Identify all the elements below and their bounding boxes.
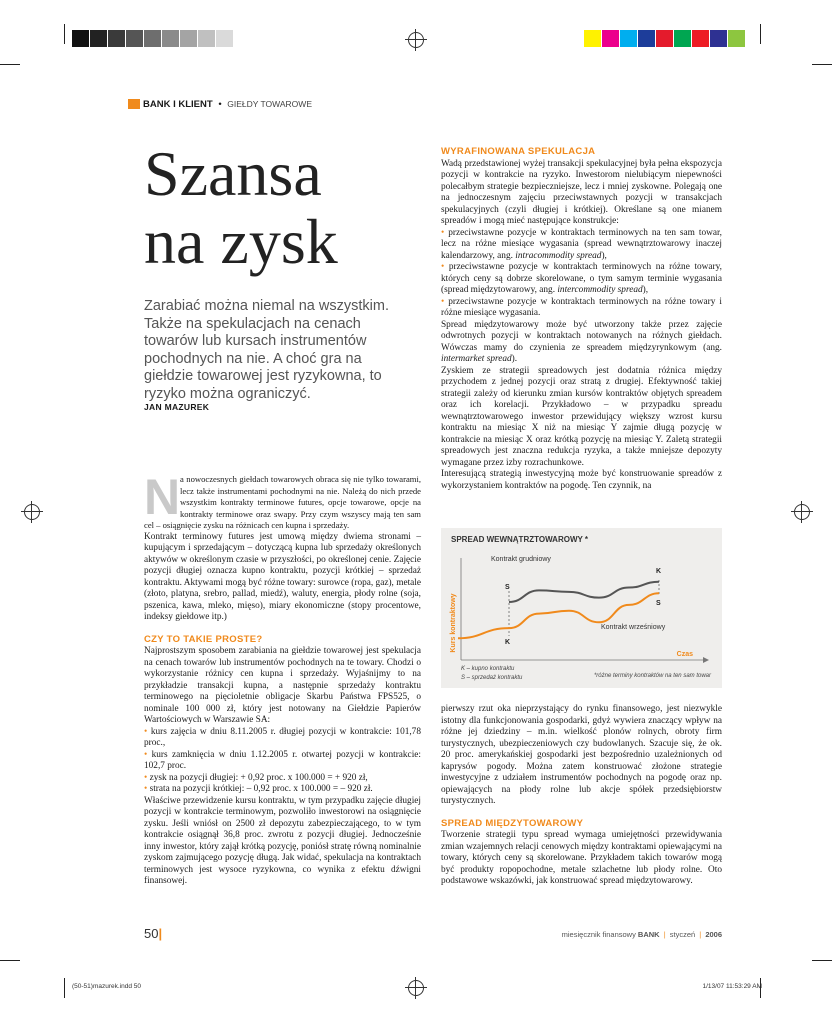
color-swatch	[710, 30, 727, 47]
color-swatch	[728, 30, 745, 47]
x-axis-label: Czas	[676, 651, 693, 658]
series-label-grudniowy	[491, 556, 551, 563]
crop-mark	[760, 24, 761, 44]
gray-swatch	[144, 30, 161, 47]
bullet-text: przeciwstawne pozycje w kontraktach terminowych na różne towary, których ceny są dobrze skorelowane, o tym samym terminie wygasania (spread międzytowarowy, ang.	[441, 262, 722, 295]
bullet-text: przeciwstawne pozycje w kontraktach terminowych na różne towary i różne miesiące wygasania.	[441, 296, 722, 318]
separator-bullet: •	[218, 99, 222, 110]
registration-mark	[408, 32, 424, 48]
annotation-s: S	[505, 584, 510, 591]
body-paragraph: Wadą przedstawionej wyżej transakcji spekulacyjnej była pełna ekspozycja pozycji w kontrakcie na ryzyko. Inwestorom nielubiącym niepewności polecałbym strategie bezpieczniejsze, lecz i mniej zyskowne. Polegają one na jednoczesnym zajęciu przeciwstawnych pozycji w transakcjach spekulacyjnych (czyli długiej i krótkiej). Określane są one mianem spreadów i mogą mieć następujące konstrukcje:	[441, 158, 722, 226]
body-paragraph: Tworzenie strategii typu spread wymaga umiejętności przewidywania zmian wzajemnych relacji cenowych między kontraktami opiewającymi na towary, których ceny są skorelowane. Przykładem takich towarów mogą być produkty ropopochodne, metale szlachetne lub płody rolne. Oto podstawowe wskazówki, jak konstruować spread międzytowarowy.	[441, 830, 722, 886]
page-number-bar: |	[158, 926, 163, 941]
magazine-name: BANK	[637, 930, 660, 939]
gray-swatch	[108, 30, 125, 47]
registration-mark	[24, 504, 40, 520]
section-header	[143, 99, 312, 110]
drop-cap: N	[144, 469, 181, 525]
chart-title: SPREAD WEWNĄTRZTOWAROWY *	[451, 535, 589, 544]
footer-separator: |	[663, 930, 666, 939]
section-heading: SPREAD MIĘDZYTOWAROWY	[441, 817, 584, 829]
body-paragraph: Kontrakt terminowy futures jest umową między dwiema stronami – kupującym i sprzedającym – dotyczącą kupna lub sprzedaży określonych aktywów w określonym czasie w przyszłości, po określonej cenie. Zajęcie pozycji długiej oznacza kupno kontraktu, pozycji krótkiej – sprzedaż kontraktu. Aktywami mogą być różne towary: surowce (ropa, gaz), metale (złoto, platyna, srebro, pallad, miedź), waluty, energia, płody rolne (soja, pszenica, kawa, mleko, mięso), miary ekonomiczne (stopy procentowe, indeksy giełdowe itp.)	[144, 531, 421, 622]
section-heading: WYRAFINOWANA SPEKULACJA	[441, 146, 596, 157]
registration-mark	[794, 504, 810, 520]
gray-swatch	[216, 30, 233, 47]
section-heading: CZY TO TAKIE PROSTE?	[144, 633, 263, 645]
issue-month: styczeń	[669, 930, 696, 939]
crop-mark	[0, 64, 20, 65]
gray-swatch	[198, 30, 215, 47]
body-text: ).	[511, 354, 518, 364]
chart-footnote: *różne terminy kontraktów na ten sam towar	[593, 673, 711, 679]
color-swatch	[674, 30, 691, 47]
page-title	[144, 140, 338, 276]
color-swatch	[656, 30, 673, 47]
term-italic: intermarket spread	[441, 354, 512, 364]
crop-mark	[64, 978, 65, 998]
bullet-text: kurs zamknięcia w dniu 1.12.2005 r. otwartej pozycji w kontrakcie: 102,7 proc.	[144, 749, 421, 771]
body-paragraph: Zyskiem ze strategii spreadowych jest dodatnia różnica między przychodem z jednej pozycji oraz stratą z drugiej. Efektywność takiej strategii zależy od kierunku zmian kursów kontraktów objętych spreadem oraz ich korelacji. Przykładowo – w przypadku spreadu wewnątrztowarowego inwestor przewidujący większy wzrost kursu kontraktu na miesiąc X niż na miesiąc Y zajmie długą pozycję w kontrakcie na miesiąc X oraz krótką pozycję na miesiąc Y. Zaletą strategii spreadowych jest znaczna redukcja ryzyka, a także mniejsze depozyty wymagane przez izby rozrachunkowe.	[441, 365, 722, 468]
series-label-wrzesniowy: Kontrakt wrześniowy	[601, 624, 666, 631]
page-number-text: 50	[144, 926, 159, 941]
footer-separator: |	[699, 930, 702, 939]
title-line: Szansa	[144, 138, 322, 209]
gray-swatch	[162, 30, 179, 47]
crop-mark	[812, 960, 832, 961]
color-swatch	[638, 30, 655, 47]
crop-mark	[64, 24, 65, 44]
annotation-k: K	[656, 568, 662, 575]
term-italic: intercommodity spread	[557, 285, 643, 295]
spread-chart	[441, 528, 722, 688]
body-paragraph: Interesującą strategią inwestycyjną może być konstruowanie spreadów z wykorzystaniem kontraktów na pogodę. Ten czynnik, na	[441, 469, 722, 491]
bullet-text: przeciwstawne pozycje w kontraktach terminowych na ten sam towar, lecz na różne miesiące wygasania (spread wewnątrztowarowy inaczej kalendarzowy, ang.	[441, 227, 722, 261]
gray-swatch	[126, 30, 143, 47]
bullet-text: zysk na pozycji długiej: + 0,92 proc. x 100.000 = + 920 zł,	[149, 772, 368, 783]
lead-paragraph: Zarabiać można niemal na wszystkim. Także na spekulacjach na cenach towarów lub kursach instrumentów pochodnych na nie. A choć gra na giełdzie towarowej jest ryzykowna, to ryzyko można ograniczyć.	[144, 298, 389, 402]
color-swatch	[692, 30, 709, 47]
registration-mark	[408, 980, 424, 996]
slug-timestamp: 1/13/07 11:53:29 AM	[702, 983, 762, 990]
bullet-text: strata na pozycji krótkiej: – 0,92 proc. x 100.000 = – 920 zł.	[149, 784, 373, 794]
gray-swatch	[72, 30, 89, 47]
title-line: na zysk	[144, 206, 338, 277]
footer-magazine	[562, 930, 722, 939]
body-paragraph	[441, 320, 722, 366]
body-paragraph: Właściwe przewidzenie kursu kontraktu, w tym przypadku zajęcie długiej pozycji w kontrakcie terminowym, pozwoliło inwestorowi na osiągnięcie zysku. Jeśli wniósł on 2500 zł depozytu zabezpieczającego, to w tym kontrakcie osiągnął 36,8 proc. zwrotu z pozycji długiej. Jednocześnie inny inwestor, który zajął krótką pozycję, poniósł stratę równą nominalnie zyskom zajmującego pozycję długą. Jak widać, spekulacja na kontraktach terminowych jest wysoce ryzykowna, co wynika z efektu dźwigni finansowej.	[144, 795, 421, 886]
subsection-label: GIEŁDY TOWAROWE	[227, 99, 312, 109]
annotation-s: S	[656, 600, 661, 607]
bullet-item: • strata na pozycji krótkiej: – 0,92 proc. x 100.000 = – 920 zł.	[144, 784, 373, 794]
crop-mark	[0, 960, 20, 961]
legend-note: S – sprzedaż kontraktu	[461, 675, 523, 681]
body-paragraph: pierwszy rzut oka nieprzystający do rynku finansowego, jest niezwykle istotny dla funkcjonowania gospodarki, gdyż wywiera znaczący wpływ na różne jej dziedziny – m.in. wielkość plonów rolnych, obroty firm turystycznych, ubezpieczeniowych czy budowlanych. Szacuje się, że ok. 20 proc. amerykańskiej gospodarki jest bezpośrednio uzależnionych od kaprysów pogody. Można zatem konstruować złożone strategie inwestycyjne z udziałem instrumentów pochodnych na pogodę oraz np. opiewających na płody rolne lub akcje spółek przedsiębiorstw turystycznych.	[441, 704, 722, 806]
body-text: Spread międzytowarowy może być utworzony także przez zajęcie odwrotnych pozycji w kontraktach notowanych na różnych giełdach. Wówczas mamy do czynienia ze spreadem międzyrynkowym (ang.	[441, 319, 722, 353]
series-name: Kontrakt grudniowy	[491, 556, 551, 563]
crop-mark	[812, 64, 832, 65]
page-number	[144, 926, 162, 941]
chart-svg	[441, 528, 722, 688]
color-swatch	[602, 30, 619, 47]
intro-paragraph: a nowoczesnych giełdach towarowych obraca się nie tylko towarami, lecz także instrumentami pochodnymi na nie. Należą do nich przede wszystkim kontrakty terminowe futures, opcje towarowe, opcje na kontrakty terminowe oraz swapy. Przy czym wszyscy mają ten sam cel – osiągnięcie zysku na różnicach cen kupna i sprzedaży.	[144, 474, 421, 530]
annotation-k: K	[505, 639, 511, 646]
legend-note: K – kupno kontraktu	[461, 666, 515, 672]
chart-background	[441, 528, 722, 688]
bullet-item: • przeciwstawne pozycje w kontraktach terminowych na różne towary, których ceny są dobrze skorelowane, o tym samym terminie wygasania (spread międzytowarowy, ang. intercommodity spread),	[441, 262, 722, 295]
gray-swatch	[180, 30, 197, 47]
gray-swatch	[90, 30, 107, 47]
header-marker	[128, 99, 140, 109]
section-label: BANK I KLIENT	[143, 99, 213, 110]
right-column-top	[441, 146, 722, 492]
bullet-item: • przeciwstawne pozycje w kontraktach terminowych na różne towary i różne miesiące wygasania.	[441, 296, 722, 318]
slug-file: (50-51)mazurek.indd 50	[72, 983, 142, 990]
bullet-item: • przeciwstawne pozycje w kontraktach terminowych na ten sam towar, lecz na różne miesiące wygasania (spread wewnątrztowarowy inaczej kalendarzowy, ang. intracommodity spread),	[441, 227, 722, 261]
author-name: JAN MAZUREK	[144, 402, 210, 412]
bullet-text: kurs zajęcia w dniu 8.11.2005 r. długiej pozycji w kontrakcie: 101,78 proc.,	[144, 726, 421, 748]
bullet-text: ),	[601, 250, 607, 261]
issue-year: 2006	[705, 930, 722, 939]
left-column	[144, 469, 421, 888]
y-axis-label: Kurs kontraktowy	[450, 593, 457, 653]
bullet-item: • zysk na pozycji długiej: + 0,92 proc. x 100.000 = + 920 zł,	[144, 772, 368, 783]
term-italic: intracommodity spread	[515, 250, 602, 261]
color-swatch	[584, 30, 601, 47]
bullet-item: • kurs zamknięcia w dniu 1.12.2005 r. otwartej pozycji w kontrakcie: 102,7 proc.	[144, 749, 421, 771]
color-swatch	[620, 30, 637, 47]
bullet-text: ),	[642, 285, 649, 295]
body-paragraph: Najprostszym sposobem zarabiania na giełdzie towarowej jest spekulacja na cenach towarów lub instrumentów pochodnych na te towary. Chodzi o wykorzystanie różnicy cen kupna i sprzedaży. Wyjaśnijmy to na przykładzie transakcji kupna, a następnie sprzedaży kontraktu terminowego na pięcioletnie obligacje Skarbu Państwa FPS525, o nominale 100 000 zł, który jest notowany na Giełdzie Papierów Wartościowych w Warszawie SA:	[144, 646, 421, 725]
magazine-label: miesięcznik finansowy	[561, 930, 638, 939]
right-column-bottom	[441, 704, 722, 888]
bullet-item: • kurs zajęcia w dniu 8.11.2005 r. długiej pozycji w kontrakcie: 101,78 proc.,	[144, 726, 421, 748]
